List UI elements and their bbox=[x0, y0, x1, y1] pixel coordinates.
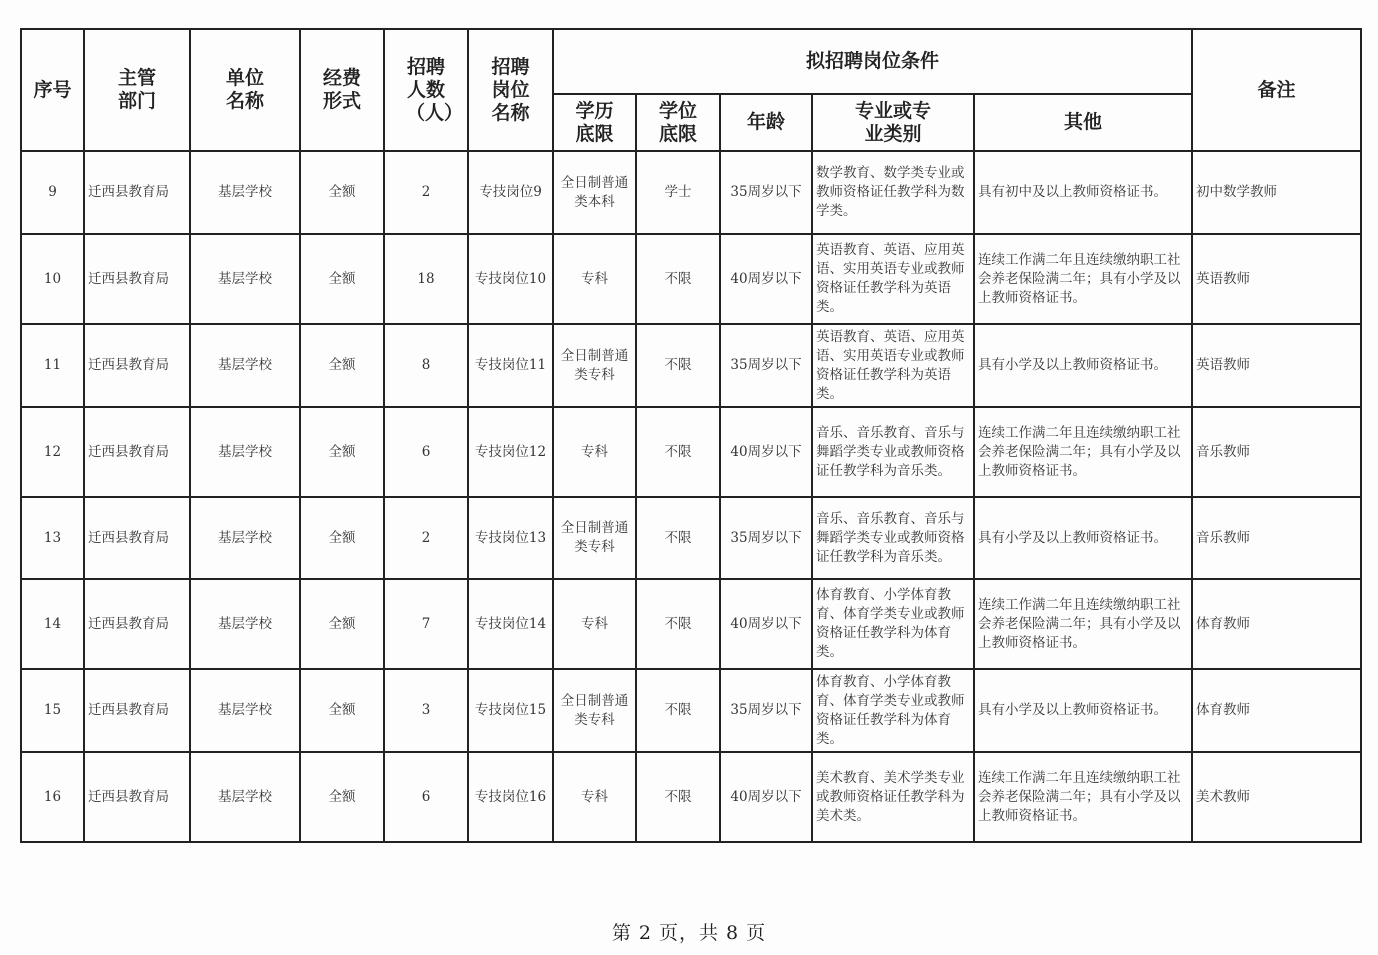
cell-count: 6 bbox=[384, 752, 468, 842]
cell-position: 专技岗位14 bbox=[468, 579, 553, 669]
cell-age: 35周岁以下 bbox=[720, 151, 812, 234]
cell-count: 8 bbox=[384, 324, 468, 407]
cell-position: 专技岗位13 bbox=[468, 497, 553, 579]
cell-degree: 不限 bbox=[636, 407, 720, 497]
header-dept: 主管部门 bbox=[84, 29, 190, 151]
header-position: 招聘岗位名称 bbox=[468, 29, 553, 151]
cell-age: 40周岁以下 bbox=[720, 407, 812, 497]
cell-dept: 迁西县教育局 bbox=[84, 234, 190, 324]
cell-funding: 全额 bbox=[300, 324, 384, 407]
recruitment-table bbox=[20, 28, 1362, 843]
cell-position: 专技岗位12 bbox=[468, 407, 553, 497]
cell-funding: 全额 bbox=[300, 407, 384, 497]
cell-major: 体育教育、小学体育教育、体育学类专业或教师资格证任教学科为体育类。 bbox=[812, 579, 974, 669]
cell-seq: 12 bbox=[21, 407, 84, 497]
cell-education: 全日制普通类专科 bbox=[553, 669, 636, 752]
page-footer: 第 2 页，共 8 页 bbox=[611, 922, 767, 944]
cell-education: 全日制普通类本科 bbox=[553, 151, 636, 234]
cell-other: 具有初中及以上教师资格证书。 bbox=[974, 151, 1192, 234]
cell-age: 40周岁以下 bbox=[720, 752, 812, 842]
cell-dept: 迁西县教育局 bbox=[84, 324, 190, 407]
table-row bbox=[21, 324, 1361, 407]
cell-remark: 音乐教师 bbox=[1192, 497, 1361, 579]
cell-unit: 基层学校 bbox=[190, 407, 300, 497]
cell-dept: 迁西县教育局 bbox=[84, 497, 190, 579]
cell-count: 7 bbox=[384, 579, 468, 669]
cell-funding: 全额 bbox=[300, 497, 384, 579]
cell-other: 连续工作满二年且连续缴纳职工社会养老保险满二年；具有小学及以上教师资格证书。 bbox=[974, 234, 1192, 324]
cell-education: 全日制普通类专科 bbox=[553, 324, 636, 407]
cell-age: 35周岁以下 bbox=[720, 669, 812, 752]
cell-seq: 14 bbox=[21, 579, 84, 669]
cell-remark: 美术教师 bbox=[1192, 752, 1361, 842]
table-row bbox=[21, 752, 1361, 842]
cell-age: 40周岁以下 bbox=[720, 234, 812, 324]
cell-funding: 全额 bbox=[300, 234, 384, 324]
header-funding: 经费形式 bbox=[300, 29, 384, 151]
cell-degree: 不限 bbox=[636, 579, 720, 669]
cell-education: 专科 bbox=[553, 407, 636, 497]
cell-dept: 迁西县教育局 bbox=[84, 669, 190, 752]
cell-funding: 全额 bbox=[300, 151, 384, 234]
cell-other: 具有小学及以上教师资格证书。 bbox=[974, 324, 1192, 407]
table-row bbox=[21, 579, 1361, 669]
cell-seq: 13 bbox=[21, 497, 84, 579]
table-row bbox=[21, 407, 1361, 497]
header-education: 学历底限 bbox=[553, 94, 636, 151]
header-unit: 单位名称 bbox=[190, 29, 300, 151]
cell-major: 英语教育、英语、应用英语、实用英语专业或教师资格证任教学科为英语类。 bbox=[812, 324, 974, 407]
table-row bbox=[21, 151, 1361, 234]
cell-major: 美术教育、美术学类专业或教师资格证任教学科为美术类。 bbox=[812, 752, 974, 842]
table-row bbox=[21, 497, 1361, 579]
cell-other: 具有小学及以上教师资格证书。 bbox=[974, 497, 1192, 579]
cell-education: 专科 bbox=[553, 579, 636, 669]
cell-major: 英语教育、英语、应用英语、实用英语专业或教师资格证任教学科为英语类。 bbox=[812, 234, 974, 324]
cell-seq: 9 bbox=[21, 151, 84, 234]
cell-major: 音乐、音乐教育、音乐与舞蹈学类专业或教师资格证任教学科为音乐类。 bbox=[812, 497, 974, 579]
header-conditions: 拟招聘岗位条件 bbox=[553, 29, 1192, 94]
cell-dept: 迁西县教育局 bbox=[84, 579, 190, 669]
cell-dept: 迁西县教育局 bbox=[84, 752, 190, 842]
cell-position: 专技岗位10 bbox=[468, 234, 553, 324]
cell-unit: 基层学校 bbox=[190, 234, 300, 324]
cell-seq: 16 bbox=[21, 752, 84, 842]
cell-remark: 体育教师 bbox=[1192, 579, 1361, 669]
cell-unit: 基层学校 bbox=[190, 151, 300, 234]
header-degree: 学位底限 bbox=[636, 94, 720, 151]
cell-education: 专科 bbox=[553, 234, 636, 324]
cell-degree: 不限 bbox=[636, 324, 720, 407]
header-other: 其他 bbox=[974, 94, 1192, 151]
cell-other: 具有小学及以上教师资格证书。 bbox=[974, 669, 1192, 752]
cell-count: 18 bbox=[384, 234, 468, 324]
cell-degree: 不限 bbox=[636, 752, 720, 842]
header-remark: 备注 bbox=[1192, 29, 1361, 151]
cell-remark: 英语教师 bbox=[1192, 234, 1361, 324]
cell-dept: 迁西县教育局 bbox=[84, 407, 190, 497]
cell-remark: 音乐教师 bbox=[1192, 407, 1361, 497]
cell-degree: 不限 bbox=[636, 234, 720, 324]
cell-seq: 10 bbox=[21, 234, 84, 324]
cell-dept: 迁西县教育局 bbox=[84, 151, 190, 234]
cell-position: 专技岗位16 bbox=[468, 752, 553, 842]
cell-remark: 英语教师 bbox=[1192, 324, 1361, 407]
cell-count: 3 bbox=[384, 669, 468, 752]
cell-count: 6 bbox=[384, 407, 468, 497]
cell-other: 连续工作满二年且连续缴纳职工社会养老保险满二年；具有小学及以上教师资格证书。 bbox=[974, 752, 1192, 842]
cell-unit: 基层学校 bbox=[190, 669, 300, 752]
header-major: 专业或专业类别 bbox=[812, 94, 974, 151]
cell-unit: 基层学校 bbox=[190, 497, 300, 579]
header-seq: 序号 bbox=[21, 29, 84, 151]
header-count: 招聘人数（人） bbox=[384, 29, 468, 151]
cell-unit: 基层学校 bbox=[190, 579, 300, 669]
cell-other: 连续工作满二年且连续缴纳职工社会养老保险满二年；具有小学及以上教师资格证书。 bbox=[974, 407, 1192, 497]
cell-funding: 全额 bbox=[300, 669, 384, 752]
cell-other: 连续工作满二年且连续缴纳职工社会养老保险满二年；具有小学及以上教师资格证书。 bbox=[974, 579, 1192, 669]
cell-position: 专技岗位9 bbox=[468, 151, 553, 234]
cell-funding: 全额 bbox=[300, 752, 384, 842]
cell-age: 35周岁以下 bbox=[720, 324, 812, 407]
cell-education: 专科 bbox=[553, 752, 636, 842]
cell-funding: 全额 bbox=[300, 579, 384, 669]
cell-unit: 基层学校 bbox=[190, 752, 300, 842]
cell-degree: 不限 bbox=[636, 497, 720, 579]
cell-education: 全日制普通类专科 bbox=[553, 497, 636, 579]
header-age: 年龄 bbox=[720, 94, 812, 151]
cell-major: 音乐、音乐教育、音乐与舞蹈学类专业或教师资格证任教学科为音乐类。 bbox=[812, 407, 974, 497]
cell-position: 专技岗位15 bbox=[468, 669, 553, 752]
table-row bbox=[21, 234, 1361, 324]
cell-count: 2 bbox=[384, 151, 468, 234]
cell-degree: 不限 bbox=[636, 669, 720, 752]
table-row bbox=[21, 669, 1361, 752]
cell-unit: 基层学校 bbox=[190, 324, 300, 407]
cell-remark: 初中数学教师 bbox=[1192, 151, 1361, 234]
cell-seq: 15 bbox=[21, 669, 84, 752]
cell-remark: 体育教师 bbox=[1192, 669, 1361, 752]
cell-age: 40周岁以下 bbox=[720, 579, 812, 669]
cell-major: 数学教育、数学类专业或教师资格证任教学科为数学类。 bbox=[812, 151, 974, 234]
cell-major: 体育教育、小学体育教育、体育学类专业或教师资格证任教学科为体育类。 bbox=[812, 669, 974, 752]
cell-position: 专技岗位11 bbox=[468, 324, 553, 407]
cell-seq: 11 bbox=[21, 324, 84, 407]
cell-count: 2 bbox=[384, 497, 468, 579]
cell-degree: 学士 bbox=[636, 151, 720, 234]
cell-age: 35周岁以下 bbox=[720, 497, 812, 579]
